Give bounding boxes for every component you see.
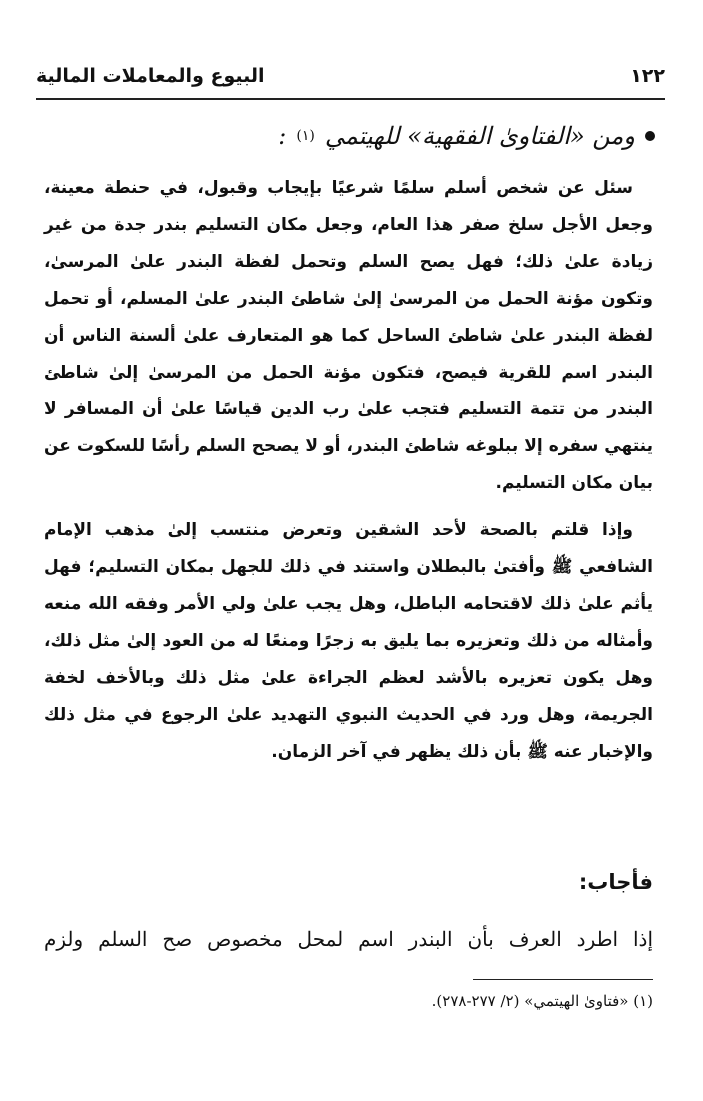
footnote-divider bbox=[473, 979, 653, 980]
question-text bbox=[44, 170, 653, 771]
footnote: (١) «فتاوىٰ الهيتمي» (٢/ ٢٧٧-٢٧٨). bbox=[431, 992, 653, 1010]
page-number: ١٢٢ bbox=[630, 65, 665, 87]
running-header bbox=[36, 60, 665, 92]
answer-label: فأجاب: bbox=[578, 870, 653, 894]
running-title: البيوع والمعاملات المالية bbox=[36, 65, 265, 87]
question-paragraph: سئل عن شخص أسلم سلمًا شرعيًا بإيجاب وقبول، في حنطة معينة، وجعل الأجل سلخ صفر هذا العام، وجعل مكان التسليم بندر جدة من غير زيادة علىٰ ذلك؛ فهل يصح السلم وتحمل لفظة البندر علىٰ المرسىٰ، وتكون مؤنة الحمل من المرسىٰ إلىٰ شاطئ البندر علىٰ المسلم، أو تحمل لفظة البندر علىٰ شاطئ الساحل كما هو المتعارف علىٰ ألسنة الناس أن البندر اسم للقرية فيصح، فتكون مؤنة الحمل من المرسىٰ إلىٰ شاطئ البندر من تتمة التسليم فتجب علىٰ رب الدين قياسًا علىٰ أن المسافر لا ينتهي سفره إلا ببلوغه شاطئ البندر، أو لا يصحح السلم رأسًا للسكوت عن بيان مكان التسليم. bbox=[44, 178, 653, 494]
footnote-reference[interactable]: (١) bbox=[296, 128, 315, 144]
answer-text: إذا اطرد العرف بأن البندر اسم لمحل مخصوص صح السلم ولزم bbox=[44, 927, 653, 951]
section-heading bbox=[48, 122, 655, 150]
question-paragraph: وإذا قلتم بالصحة لأحد الشقين وتعرض منتسب إلىٰ مذهب الإمام الشافعي ﷺ وأفتىٰ بالبطلان واستند في ذلك للجهل بمكان التسليم؛ فهل يأثم علىٰ ذلك لاقتحامه الباطل، وهل يجب علىٰ ولي الأمر وفقه الله منعه وأمثاله من ذلك وتعزيره بما يليق به زجرًا ومنعًا له من العود إلىٰ مثل ذلك، وهل يكون تعزيره بالأشد لعظم الجراءة علىٰ مثل ذلك وبالأخف لخفة الجريمة، وهل ورد في الحديث النبوي التهديد علىٰ الرجوع في مثل ذلك والإخبار عنه ﷺ بأن ذلك يظهر في آخر الزمان. bbox=[44, 520, 653, 762]
header-divider bbox=[36, 98, 665, 100]
heading-colon: : bbox=[278, 122, 287, 150]
bullet-icon bbox=[645, 131, 655, 141]
section-heading-text: ومن «الفتاوىٰ الفقهية» للهيتمي bbox=[324, 122, 635, 150]
